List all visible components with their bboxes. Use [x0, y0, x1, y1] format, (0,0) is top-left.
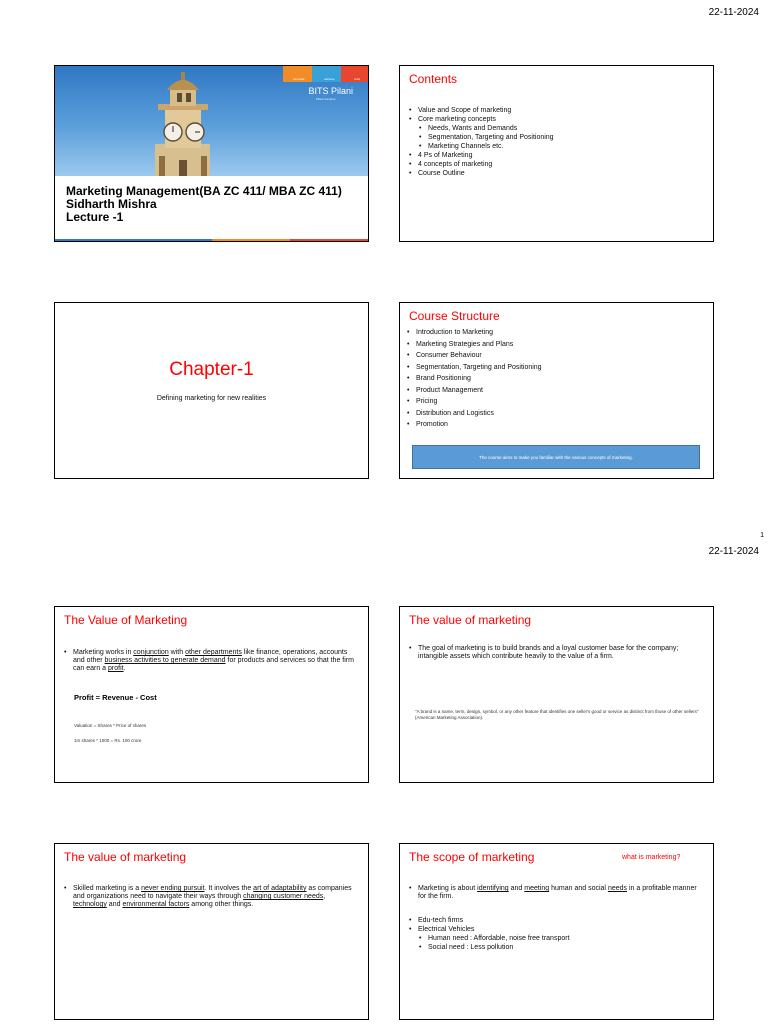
list-item: • Social need : Less pollution: [408, 943, 706, 952]
list-item: • Human need : Affordable, noise free transport: [408, 934, 706, 943]
banner-tag: achieve: [324, 77, 335, 81]
bullet-list: [63, 649, 355, 673]
page-number: 1: [760, 532, 764, 539]
list-item: • Skilled marketing is a never ending pursuit. It involves the art of adaptability as companies and organizations need to navigate their ways through changing customer needs, technology and environmental factors among other things.: [63, 885, 355, 909]
list-item: • Pricing: [406, 396, 706, 408]
bullet-list: [63, 885, 355, 909]
list-item: • Brand Positioning: [406, 373, 706, 385]
profit-formula: Profit = Revenue - Cost: [74, 693, 157, 702]
list-item: • Core marketing concepts: [408, 115, 708, 124]
contents-list: [408, 106, 708, 178]
slide-title: [54, 65, 369, 242]
course-structure-list: [406, 327, 706, 431]
list-item: • Needs, Wants and Demands: [408, 124, 708, 133]
list-item: • Marketing Channels etc.: [408, 142, 708, 151]
slide-scope-of-marketing: [399, 843, 714, 1020]
banner-tag: Innovate: [292, 77, 305, 81]
slide-heading: The scope of marketing: [409, 850, 535, 864]
course-aim-banner: [412, 445, 700, 469]
list-item: • Course Outline: [408, 169, 708, 178]
list-item: • Promotion: [406, 419, 706, 431]
list-item: • Consumer Behaviour: [406, 350, 706, 362]
bullet-list: [408, 885, 706, 901]
list-item: • The goal of marketing is to build brands and a loyal customer base for the company; intangible assets which contribute heavily to the value of a firm.: [408, 645, 706, 661]
campus-banner: [55, 66, 369, 176]
list-item: • 4 concepts of marketing: [408, 160, 708, 169]
banner-tag: lead: [354, 77, 361, 81]
date-label: 22-11-2024: [708, 546, 759, 557]
slide-value-adaptability: [54, 843, 369, 1020]
aside-question: what is marketing?: [622, 854, 681, 861]
chapter-title: Chapter-1: [169, 359, 254, 380]
slide-heading: The value of marketing: [64, 850, 187, 864]
bits-pilani-logo: BITS Pilani: [308, 86, 353, 96]
slide-chapter: [54, 302, 369, 479]
clock-tower-image: [55, 66, 369, 176]
shares-note: 1m shares * 1000 = Rs. 100 crore: [74, 738, 142, 743]
list-item: • Electrical Vehicles: [408, 925, 706, 934]
slide-heading: The value of marketing: [409, 613, 532, 627]
list-item: • Product Management: [406, 385, 706, 397]
footer-bar: [55, 239, 368, 241]
bullet-list: [408, 645, 706, 661]
list-item: • Segmentation, Targeting and Positioning: [408, 133, 708, 142]
brand-definition: "A brand is a name, term, design, symbol, or any other feature that identifies one seller's good or service as distinct from those of other sellers" (American Marketing Association).: [415, 709, 699, 720]
list-item: • Marketing is about identifying and meeting human and social needs in a profitable manner for the firm.: [408, 885, 706, 901]
slide-heading: Course Structure: [409, 309, 500, 323]
course-aim-text: The course aims to make you familiar with the various concepts of marketing.: [479, 454, 633, 460]
slide-heading: The Value of Marketing: [64, 613, 188, 627]
lecture-number: Lecture -1: [66, 210, 124, 224]
slide-value-of-marketing: [54, 606, 369, 783]
list-item: • Distribution and Logistics: [406, 408, 706, 420]
course-title: Marketing Management(BA ZC 411/ MBA ZC 411): [66, 184, 342, 198]
list-item: • Value and Scope of marketing: [408, 106, 708, 115]
list-item: • Edu-tech firms: [408, 916, 706, 925]
slide-course-structure: [399, 302, 714, 479]
slide-value-brand: [399, 606, 714, 783]
example-list: [408, 916, 706, 952]
valuation-note: Valuation = Shares * Price of shares: [74, 723, 147, 728]
list-item: • Introduction to Marketing: [406, 327, 706, 339]
campus-label: Pilani Campus: [316, 97, 336, 101]
date-label: 22-11-2024: [708, 7, 759, 18]
slide-contents: [399, 65, 714, 242]
chapter-subtitle: Defining marketing for new realities: [156, 395, 267, 402]
list-item: • Segmentation, Targeting and Positioning: [406, 362, 706, 374]
slide-title-text: [66, 185, 342, 224]
list-item: • 4 Ps of Marketing: [408, 151, 708, 160]
slide-heading: Contents: [409, 72, 458, 86]
list-item: • Marketing works in conjunction with other departments like finance, operations, accounts and other business activities to generate demand for products and services so that the firm can earn a profit.: [63, 649, 355, 673]
presenter-name: Sidharth Mishra: [66, 197, 157, 211]
list-item: • Marketing Strategies and Plans: [406, 339, 706, 351]
